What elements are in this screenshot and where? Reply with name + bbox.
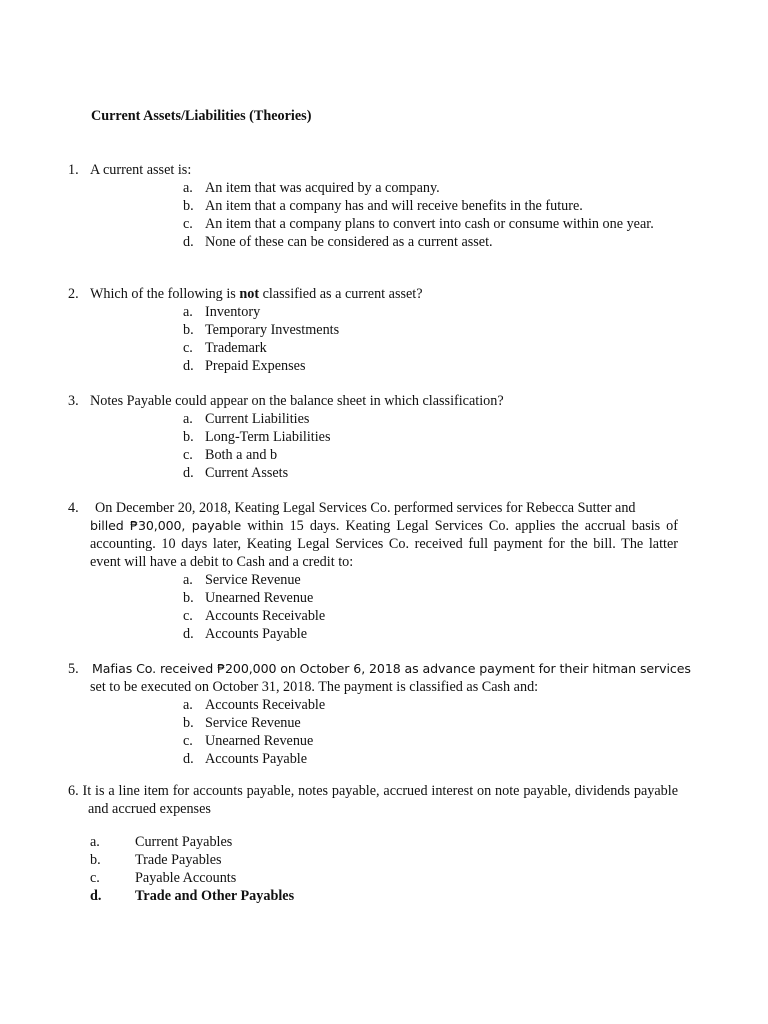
option-c: c. An item that a company plans to convert into cash or consume within one year.	[183, 216, 654, 232]
option-b: b. Temporary Investments	[183, 322, 340, 338]
question-6	[68, 782, 678, 905]
option-a: a. Current Payables	[90, 834, 233, 850]
option-d: d. Current Assets	[183, 465, 289, 481]
options-list	[183, 410, 678, 482]
options-list	[183, 696, 680, 768]
option-c: c. Accounts Receivable	[183, 608, 326, 624]
option-a: a. An item that was acquired by a company.	[183, 180, 440, 196]
question-number: 2.	[68, 286, 79, 302]
options-list	[183, 179, 678, 251]
question-2	[68, 285, 678, 375]
option-b: b. An item that a company has and will receive benefits in the future.	[183, 198, 583, 214]
question-stem: 1. A current asset is:	[68, 162, 192, 178]
option-d: d. Prepaid Expenses	[183, 358, 306, 374]
option-d-answer: d. Trade and Other Payables	[90, 888, 295, 904]
option-a: a. Service Revenue	[183, 572, 301, 588]
option-d: d. Accounts Payable	[183, 751, 308, 767]
question-number: 4.	[68, 500, 79, 516]
options-list	[183, 571, 678, 643]
question-1	[68, 161, 678, 251]
option-a: a. Accounts Receivable	[183, 697, 326, 713]
question-3	[68, 392, 678, 482]
question-number: 3.	[68, 393, 79, 409]
option-b: b. Service Revenue	[183, 715, 301, 731]
option-b: b. Unearned Revenue	[183, 590, 314, 606]
question-stem: 4. On December 20, 2018, Keating Legal Services Co. performed services for Rebecca Sutter and billed ₱30,000, payable within 15 days. Keating Legal Services Co. applies the accrual basis of accounting. 10 days later, Keating Legal Services Co. received full payment for the bill. The latter event will have a debit to Cash and a credit to:	[68, 500, 678, 570]
question-number: 5.	[68, 661, 79, 677]
question-stem: 2. Which of the following is not classified as a current asset?	[68, 286, 423, 302]
option-c: c. Payable Accounts	[90, 870, 237, 886]
option-b: b. Trade Payables	[90, 852, 222, 868]
option-d: d. None of these can be considered as a current asset.	[183, 234, 493, 250]
question-5	[68, 660, 691, 768]
option-c: c. Trademark	[183, 340, 267, 356]
question-4	[68, 499, 678, 643]
option-d: d. Accounts Payable	[183, 626, 308, 642]
option-a: a. Inventory	[183, 304, 261, 320]
question-stem: 5. Mafias Co. received ₱200,000 on October 6, 2018 as advance payment for their hitman services set to be executed on October 31, 2018. The payment is classified as Cash and:	[68, 661, 691, 695]
question-number: 1.	[68, 162, 79, 178]
option-a: a. Current Liabilities	[183, 411, 310, 427]
options-list	[90, 833, 678, 905]
option-c: c. Both a and b	[183, 447, 278, 463]
question-stem: 3. Notes Payable could appear on the balance sheet in which classification?	[68, 393, 504, 409]
page-title: Current Assets/Liabilities (Theories)	[91, 108, 312, 124]
option-b: b. Long-Term Liabilities	[183, 429, 331, 445]
question-stem: 6. It is a line item for accounts payable, notes payable, accrued interest on note payable, dividends payable and accrued expenses	[68, 783, 678, 817]
option-c: c. Unearned Revenue	[183, 733, 314, 749]
question-number: 6.	[68, 783, 79, 799]
options-list	[183, 303, 678, 375]
